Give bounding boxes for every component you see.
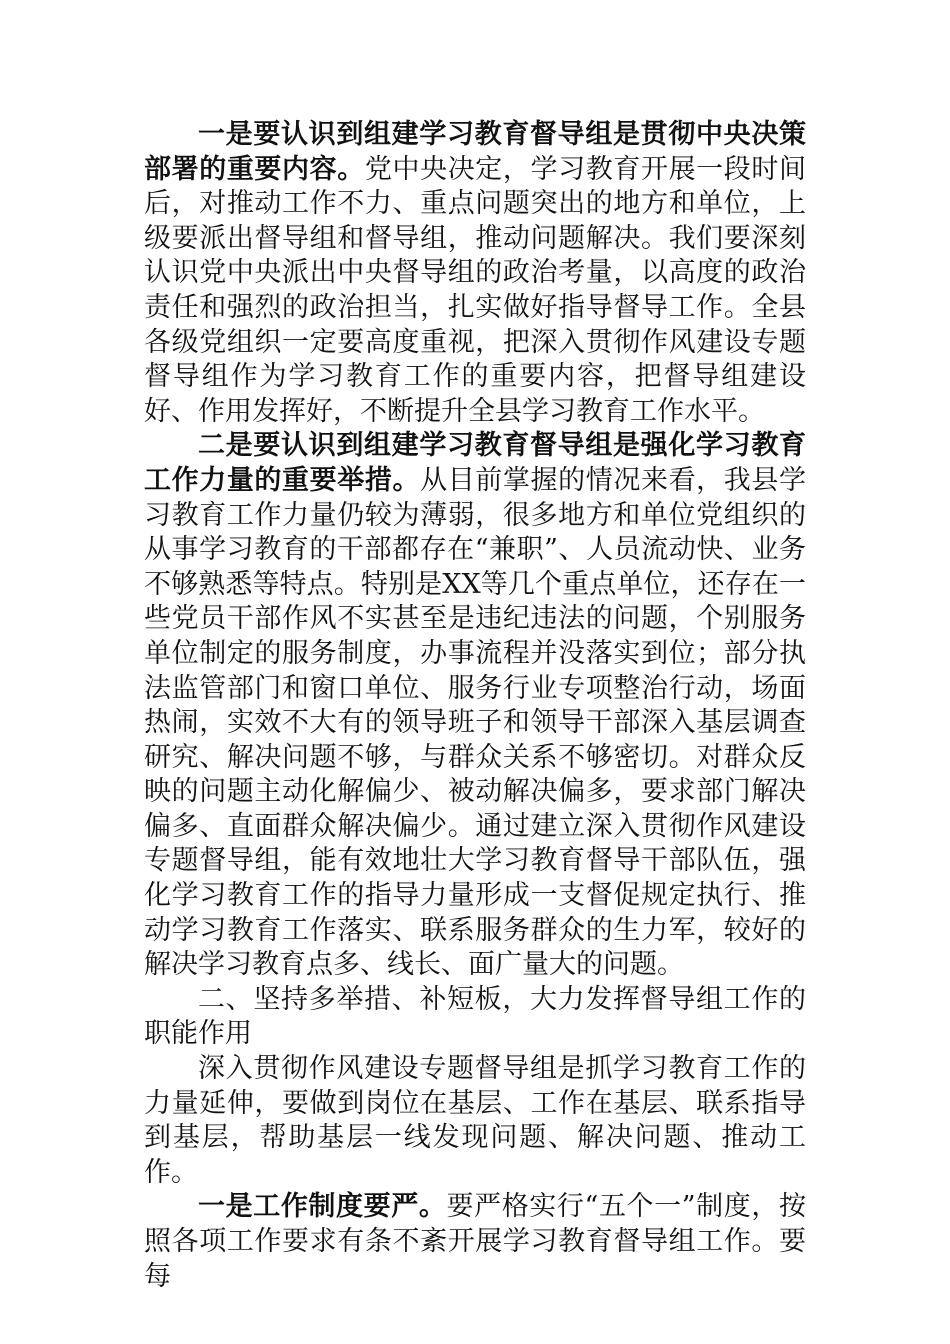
intro-paragraph: 深入贯彻作风建设专题督导组是抓学习教育工作的力量延伸，要做到岗位在基层、工作在基层、联系指导到基层，帮助基层一线发现问题、解决问题、推动工作。 [144, 1053, 806, 1188]
section-heading: 二、坚持多举措、补短板，大力发挥督导组工作的职能作用 [144, 983, 806, 1050]
paragraph-1-lead: 一是要认识到组建学习教育督导组是贯彻中央决策部署的重要内容。 [144, 119, 806, 185]
document-body [144, 118, 806, 1294]
paragraph-2-body: 从目前掌握的情况来看，我县学习教育工作力量仍较为薄弱，很多地方和单位党组织的从事学习教育的干部都存在“兼职”、人员流动快、业务不够熟悉等特点。特别是XX等几个重点单位，还存在一些党员干部作风不实甚至是违纪违法的问题，个别服务单位制定的服务制度，办事流程并没落实到位；部分执法监管部门和窗口单位、服务行业专项整治行动，场面热闹，实效不大有的领导班子和领导干部深入基层调查研究、解决问题不够，与群众关系不够密切。对群众反映的问题主动化解偏少、被动解决偏多，要求部门解决偏多、直面群众解决偏少。通过建立深入贯彻作风建设专题督导组，能有效地壮大学习教育督导干部队伍，强化学习教育工作的指导力量形成一支督促规定执行、推动学习教育工作落实、联系服务群众的生力军，较好的解决学习教育点多、线长、面广量大的问题。 [144, 464, 807, 981]
paragraph-1-body: 党中央决定，学习教育开展一段时间后，对推动工作不力、重点问题突出的地方和单位，上级要派出督导组和督导组，推动问题解决。我们要深刻认识党中央派出中央督导组的政治考量，以高度的政治责任和强烈的政治担当，扎实做好指导督导工作。全县各级党组织一定要高度重视，把深入贯彻作风建设专题督导组作为学习教育工作的重要内容，把督导组建设好、作用发挥好，不断提升全县学习教育工作水平。 [144, 153, 807, 427]
paragraph-final-lead: 一是工作制度要严。 [198, 1191, 447, 1223]
paragraph-2-lead: 二是要认识到组建学习教育督导组是强化学习教育工作力量的重要举措。 [144, 430, 806, 496]
paragraph-1 [144, 118, 806, 429]
paragraph-2 [144, 429, 806, 983]
paragraph-final [144, 1190, 806, 1294]
paragraph-final-body: 要严格实行“五个一”制度，按照各项工作要求有条不紊开展学习教育督导组工作。要每 [144, 1191, 807, 1292]
